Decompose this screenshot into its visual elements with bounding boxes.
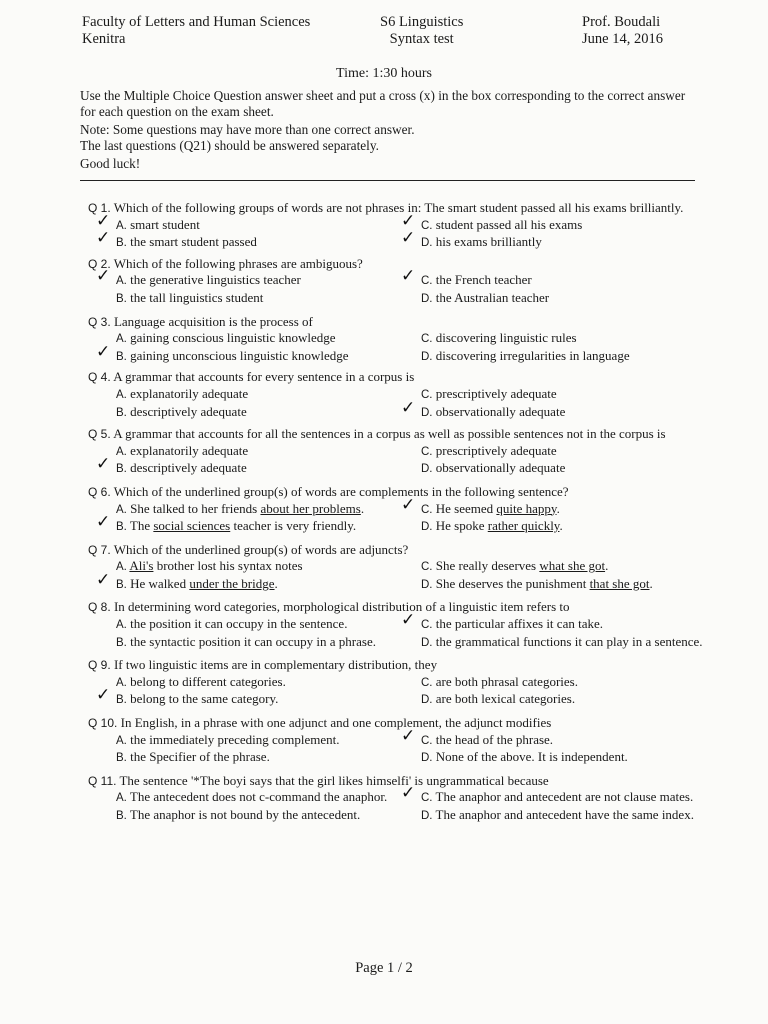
option-text: belong to different categories. bbox=[130, 673, 286, 689]
question-number: Q 7. bbox=[88, 542, 111, 557]
option-letter: A. bbox=[116, 445, 127, 458]
question bbox=[88, 426, 708, 478]
header-test-name: Syntax test bbox=[389, 31, 454, 47]
answer-option[interactable] bbox=[405, 460, 710, 478]
answer-option[interactable] bbox=[405, 558, 710, 576]
option-text: explanatorily adequate bbox=[130, 442, 249, 458]
option-underlined-text: under the bridge bbox=[189, 575, 275, 591]
answer-options bbox=[88, 725, 708, 767]
option-letter: C. bbox=[421, 619, 433, 632]
option-letter: B. bbox=[116, 578, 127, 591]
header-prof-name: Prof. Boudali bbox=[582, 14, 661, 30]
option-text: student passed all his exams bbox=[435, 216, 583, 232]
option-letter: C. bbox=[421, 676, 433, 689]
option-letter: A. bbox=[116, 676, 127, 689]
option-text: the particular affixes it can take. bbox=[435, 616, 603, 632]
option-text-tail: . bbox=[556, 500, 560, 516]
option-letter: D. bbox=[421, 521, 433, 534]
answer-option[interactable] bbox=[96, 341, 405, 366]
answer-option[interactable] bbox=[405, 443, 710, 461]
option-letter: A. bbox=[116, 734, 127, 747]
option-text: gaining conscious linguistic knowledge bbox=[130, 330, 336, 346]
question bbox=[88, 773, 708, 825]
option-text: He walked bbox=[130, 575, 190, 591]
answer-option[interactable] bbox=[100, 616, 405, 634]
option-letter: A. bbox=[116, 219, 127, 232]
checkmark-icon: ✓ bbox=[96, 341, 111, 362]
question-stem bbox=[88, 773, 708, 790]
option-text: She deserves the punishment bbox=[435, 575, 590, 591]
question-number: Q 5. bbox=[88, 427, 111, 442]
answer-option[interactable] bbox=[405, 807, 710, 825]
instruction-line: Use the Multiple Choice Question answer sheet and put a cross (x) in the box corresponding to the correct answer for each question on the exam sheet. bbox=[80, 88, 686, 119]
checkmark-icon: ✓ bbox=[401, 610, 416, 631]
answer-option[interactable] bbox=[96, 569, 405, 594]
option-text: the syntactic position it can occupy in a phrase. bbox=[130, 633, 376, 649]
question-number: Q 8. bbox=[88, 600, 111, 615]
question-number: Q 3. bbox=[88, 314, 111, 329]
question-text: Which of the following groups of words are not phrases in: The smart student passed all his exams brilliantly. bbox=[113, 200, 684, 215]
question-stem bbox=[88, 542, 708, 559]
instructions bbox=[80, 88, 700, 175]
option-text: are both phrasal categories. bbox=[435, 673, 578, 689]
option-letter: D. bbox=[421, 810, 433, 822]
option-letter: C. bbox=[421, 503, 433, 516]
question-text: A grammar that accounts for every sentence in a corpus is bbox=[113, 369, 415, 385]
question-stem bbox=[88, 484, 708, 501]
answer-option[interactable] bbox=[401, 494, 710, 519]
option-letter: D. bbox=[421, 694, 433, 707]
option-letter: C. bbox=[421, 561, 433, 574]
answer-option[interactable] bbox=[100, 674, 405, 692]
question-stem bbox=[88, 200, 708, 217]
option-letter: D. bbox=[421, 752, 433, 765]
checkmark-icon: ✓ bbox=[96, 454, 111, 475]
answer-options bbox=[88, 494, 708, 536]
question-text: Which of the following phrases are ambiguous? bbox=[113, 255, 363, 271]
answer-options bbox=[88, 610, 708, 651]
option-letter: C. bbox=[421, 734, 433, 747]
question-list bbox=[88, 200, 708, 827]
option-text: the grammatical functions it can play in a sentence. bbox=[435, 633, 703, 649]
answer-option[interactable] bbox=[401, 210, 710, 235]
option-text: He seemed bbox=[435, 500, 497, 516]
option-text: the generative linguistics teacher bbox=[130, 272, 301, 288]
instruction-line: Good luck! bbox=[80, 156, 141, 171]
header-course bbox=[380, 14, 463, 48]
answer-options bbox=[88, 558, 708, 593]
option-letter: D. bbox=[421, 406, 433, 419]
answer-option[interactable] bbox=[405, 691, 710, 709]
option-letter: B. bbox=[116, 752, 127, 765]
checkmark-icon: ✓ bbox=[96, 685, 111, 706]
answer-options bbox=[88, 210, 708, 252]
checkmark-icon: ✓ bbox=[401, 228, 416, 249]
checkmark-icon: ✓ bbox=[401, 725, 416, 746]
question-stem bbox=[88, 599, 708, 616]
option-underlined-text: that she got bbox=[589, 575, 650, 591]
answer-option[interactable] bbox=[405, 576, 710, 594]
question-stem bbox=[88, 314, 708, 331]
answer-option[interactable] bbox=[401, 228, 710, 252]
option-letter: D. bbox=[421, 237, 433, 250]
option-text: belong to the same category. bbox=[130, 691, 279, 707]
question-stem bbox=[88, 426, 708, 443]
answer-option[interactable] bbox=[100, 330, 405, 348]
answer-options bbox=[88, 386, 708, 421]
option-underlined-text: Ali's bbox=[129, 558, 154, 574]
option-letter: A. bbox=[116, 333, 127, 346]
option-text: The anaphor and antecedent are not clause mates. bbox=[435, 789, 694, 805]
option-text: descriptively adequate bbox=[130, 460, 247, 476]
page-number: Page 1 / 2 bbox=[355, 960, 413, 976]
option-underlined-text: social sciences bbox=[153, 518, 231, 534]
option-text: the French teacher bbox=[435, 272, 532, 288]
answer-option[interactable] bbox=[405, 330, 710, 348]
option-letter: A. bbox=[116, 388, 127, 401]
option-text-tail: brother lost his syntax notes bbox=[153, 558, 303, 574]
option-text: None of the above. It is independent. bbox=[435, 749, 628, 765]
option-letter: D. bbox=[421, 463, 433, 476]
checkmark-icon: ✓ bbox=[96, 266, 111, 287]
option-letter: A. bbox=[116, 561, 127, 574]
answer-option[interactable] bbox=[405, 290, 710, 308]
checkmark-icon: ✓ bbox=[401, 266, 416, 287]
answer-option[interactable] bbox=[100, 386, 405, 404]
question-number: Q 6. bbox=[88, 484, 111, 499]
answer-option[interactable] bbox=[96, 512, 405, 536]
header-course-name: S6 Linguistics bbox=[380, 14, 464, 30]
option-letter: B. bbox=[116, 237, 127, 250]
question-text: A grammar that accounts for all the sentences in a corpus as well as possible sentences not in the corpus is bbox=[113, 426, 666, 442]
checkmark-icon: ✓ bbox=[96, 512, 111, 533]
answer-option[interactable] bbox=[100, 634, 405, 652]
option-underlined-text: what she got bbox=[539, 558, 606, 574]
question-text: Which of the underlined group(s) of words are complements in the following sentence? bbox=[113, 483, 569, 499]
option-letter: C. bbox=[421, 275, 433, 288]
checkmark-icon: ✓ bbox=[401, 210, 416, 231]
question bbox=[88, 369, 708, 421]
header-faculty: Faculty of Letters and Human Sciences bbox=[82, 14, 311, 30]
answer-option[interactable] bbox=[100, 558, 405, 576]
option-underlined-text: quite happy bbox=[496, 500, 557, 516]
question-stem bbox=[88, 369, 708, 386]
answer-option[interactable] bbox=[96, 454, 405, 478]
question bbox=[88, 484, 708, 536]
option-text-tail: . bbox=[559, 518, 563, 534]
option-letter: C. bbox=[421, 792, 433, 805]
question-number: Q 2. bbox=[88, 256, 111, 271]
question bbox=[88, 200, 708, 252]
question-stem bbox=[88, 256, 708, 273]
checkmark-icon: ✓ bbox=[401, 397, 416, 418]
option-text-tail: . bbox=[649, 575, 653, 591]
answer-option[interactable] bbox=[96, 266, 405, 290]
option-text: the Specifier of the phrase. bbox=[130, 749, 270, 765]
option-text: observationally adequate bbox=[435, 460, 566, 476]
option-text-tail: teacher is very friendly. bbox=[230, 518, 357, 534]
option-text: the tall linguistics student bbox=[130, 289, 264, 305]
answer-option[interactable] bbox=[401, 725, 710, 750]
answer-option[interactable] bbox=[100, 807, 405, 825]
question-number: Q 1. bbox=[88, 201, 111, 215]
answer-option[interactable] bbox=[401, 783, 710, 807]
option-text: the smart student passed bbox=[130, 234, 257, 250]
option-letter: C. bbox=[421, 333, 433, 346]
answer-option[interactable] bbox=[100, 404, 405, 422]
question bbox=[88, 599, 708, 651]
option-text: prescriptively adequate bbox=[435, 442, 557, 458]
option-text-tail: . bbox=[274, 575, 278, 591]
answer-options bbox=[88, 443, 708, 478]
option-letter: B. bbox=[116, 636, 127, 649]
option-letter: C. bbox=[421, 445, 433, 458]
option-text: The bbox=[129, 518, 154, 534]
answer-option[interactable] bbox=[401, 610, 710, 634]
question bbox=[88, 715, 708, 767]
question-text: In English, in a phrase with one adjunct and one complement, the adjunct modifies bbox=[120, 715, 552, 731]
option-letter: B. bbox=[116, 350, 127, 363]
answer-option[interactable] bbox=[401, 397, 710, 422]
answer-option[interactable] bbox=[401, 266, 710, 290]
checkmark-icon: ✓ bbox=[96, 569, 111, 590]
instruction-line: Note: Some questions may have more than one correct answer. bbox=[80, 122, 415, 137]
answer-option[interactable] bbox=[405, 634, 710, 652]
option-text: are both lexical categories. bbox=[435, 691, 576, 707]
answer-option[interactable] bbox=[100, 443, 405, 461]
option-underlined-text: rather quickly bbox=[487, 518, 560, 534]
option-text: discovering linguistic rules bbox=[435, 330, 577, 346]
answer-options bbox=[88, 330, 708, 365]
answer-options bbox=[88, 266, 708, 307]
question-number: Q 9. bbox=[88, 658, 111, 673]
option-letter: B. bbox=[116, 810, 127, 822]
answer-option[interactable] bbox=[100, 789, 405, 807]
option-text: explanatorily adequate bbox=[130, 385, 249, 401]
option-text: prescriptively adequate bbox=[435, 385, 557, 401]
answer-option[interactable] bbox=[405, 348, 710, 366]
question-stem bbox=[88, 657, 708, 674]
option-letter: D. bbox=[421, 578, 433, 591]
option-text: The anaphor is not bound by the antecedent. bbox=[129, 807, 361, 822]
option-text: his exams brilliantly bbox=[435, 234, 542, 250]
header-professor bbox=[582, 14, 663, 48]
option-text: the head of the phrase. bbox=[435, 731, 554, 747]
option-text: discovering irregularities in language bbox=[435, 347, 630, 363]
option-text-tail: . bbox=[605, 558, 609, 574]
checkmark-icon: ✓ bbox=[401, 783, 416, 804]
divider bbox=[80, 180, 695, 181]
option-text: the immediately preceding complement. bbox=[130, 731, 340, 747]
option-text: smart student bbox=[130, 216, 200, 232]
option-text: She really deserves bbox=[435, 558, 540, 574]
option-text: the position it can occupy in the sentence. bbox=[130, 616, 348, 632]
option-letter: A. bbox=[116, 275, 127, 288]
question bbox=[88, 314, 708, 366]
option-letter: B. bbox=[116, 694, 127, 707]
question-stem bbox=[88, 715, 708, 732]
question-text: Language acquisition is the process of bbox=[113, 313, 313, 329]
option-text: gaining unconscious linguistic knowledge bbox=[130, 347, 349, 363]
option-text: The antecedent does not c-command the anaphor. bbox=[129, 789, 388, 805]
answer-options bbox=[88, 674, 708, 709]
question bbox=[88, 542, 708, 594]
option-text: descriptively adequate bbox=[130, 403, 247, 419]
question-number: Q 11. bbox=[88, 773, 117, 788]
exam-duration: Time: 1:30 hours bbox=[336, 66, 432, 81]
question bbox=[88, 657, 708, 709]
option-letter: D. bbox=[421, 292, 433, 305]
answer-option[interactable] bbox=[405, 386, 710, 404]
question-text: The sentence '*The boyi says that the girl likes himselfi' is ungrammatical because bbox=[119, 772, 549, 788]
instruction-line: The last questions (Q21) should be answered separately. bbox=[80, 137, 379, 153]
question-text: In determining word categories, morphological distribution of a linguistic item refers to bbox=[113, 599, 570, 615]
option-letter: A. bbox=[116, 792, 127, 805]
answer-option[interactable] bbox=[405, 674, 710, 692]
option-text: She talked to her friends bbox=[130, 500, 261, 516]
question-number: Q 4. bbox=[88, 370, 111, 385]
header-institution bbox=[82, 14, 310, 48]
answer-option[interactable] bbox=[100, 501, 405, 519]
question-text: If two linguistic items are in complementary distribution, they bbox=[113, 657, 438, 673]
answer-option[interactable] bbox=[405, 518, 710, 536]
answer-option[interactable] bbox=[96, 685, 405, 709]
option-letter: B. bbox=[116, 406, 127, 419]
option-text: The anaphor and antecedent have the same index. bbox=[435, 807, 694, 822]
option-letter: C. bbox=[421, 219, 433, 232]
option-letter: D. bbox=[421, 636, 433, 649]
answer-options bbox=[88, 783, 708, 824]
answer-option[interactable] bbox=[100, 290, 405, 308]
header-date: June 14, 2016 bbox=[582, 31, 663, 47]
checkmark-icon: ✓ bbox=[401, 494, 416, 515]
question-text: Which of the underlined group(s) of words are adjuncts? bbox=[113, 541, 409, 557]
option-letter: B. bbox=[116, 292, 127, 305]
option-text-tail: . bbox=[360, 500, 365, 516]
option-letter: B. bbox=[116, 521, 127, 534]
question bbox=[88, 256, 708, 308]
option-letter: A. bbox=[116, 619, 127, 632]
option-letter: A. bbox=[116, 503, 127, 516]
answer-option[interactable] bbox=[96, 210, 405, 235]
answer-option[interactable] bbox=[100, 732, 405, 750]
header-city: Kenitra bbox=[82, 31, 126, 47]
answer-option[interactable] bbox=[96, 228, 405, 252]
checkmark-icon: ✓ bbox=[96, 210, 111, 231]
answer-option[interactable] bbox=[405, 749, 710, 767]
checkmark-icon: ✓ bbox=[96, 228, 111, 249]
question-number: Q 10. bbox=[88, 716, 118, 731]
option-letter: D. bbox=[421, 350, 433, 363]
option-text: observationally adequate bbox=[435, 403, 566, 419]
option-text: He spoke bbox=[435, 518, 488, 534]
option-underlined-text: about her problems bbox=[260, 500, 361, 516]
option-letter: C. bbox=[421, 388, 433, 401]
option-letter: B. bbox=[116, 463, 127, 476]
answer-option[interactable] bbox=[100, 749, 405, 767]
option-text: the Australian teacher bbox=[435, 289, 550, 305]
